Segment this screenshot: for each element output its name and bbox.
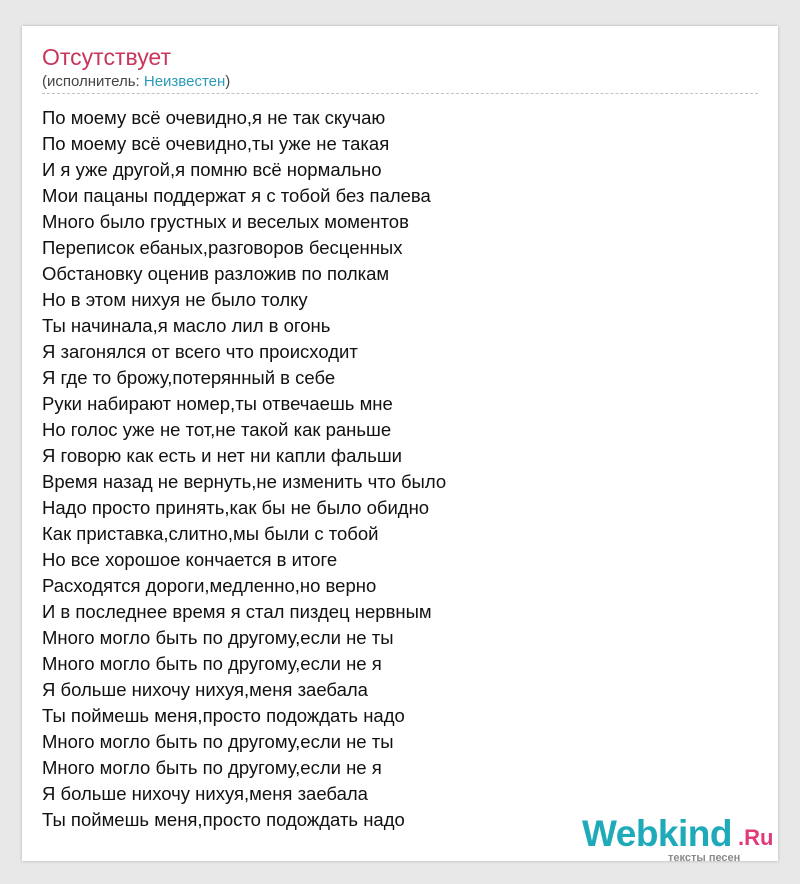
lyric-line: Но все хорошое кончается в итоге	[42, 549, 338, 570]
artist-suffix: )	[225, 73, 231, 90]
lyric-line: Много могло быть по другому,если не я	[42, 653, 382, 674]
lyric-line: Ты начинала,я масло лил в огонь	[42, 315, 331, 336]
lyrics-list	[42, 105, 446, 833]
lyric-line: Много могло быть по другому,если не ты	[42, 627, 394, 648]
lyrics-card	[22, 26, 778, 864]
song-title: Отсутствует	[42, 44, 171, 70]
lyric-line: Обстановку оценив разложив по полкам	[42, 263, 390, 284]
lyric-line: Много могло быть по другому,если не ты	[42, 731, 394, 752]
logo-main-text: Webkind	[582, 813, 732, 854]
lyric-line: Я говорю как есть и нет ни капли фальши	[42, 445, 403, 466]
lyric-line: По моему всё очевидно,я не так скучаю	[42, 107, 386, 128]
logo-tld-text: .Ru	[738, 825, 774, 850]
lyric-line: Руки набирают номер,ты отвечаешь мне	[42, 393, 393, 414]
dashed-divider	[42, 93, 758, 94]
lyric-line: По моему всё очевидно,ты уже не такая	[42, 133, 390, 154]
lyric-line: Я больше нихочу нихуя,меня заебала	[42, 679, 368, 700]
webkind-logo[interactable]	[582, 814, 782, 864]
lyric-line: Я больше нихочу нихуя,меня заебала	[42, 783, 368, 804]
lyric-line: Я где то брожу,потерянный в себе	[42, 367, 336, 388]
lyric-line: Надо просто принять,как бы не было обидно	[42, 497, 430, 518]
logo-tagline: тексты песен	[668, 852, 741, 864]
lyric-line: Я загонялся от всего что происходит	[42, 341, 358, 362]
artist-line	[42, 72, 230, 92]
lyric-line: Много могло быть по другому,если не я	[42, 757, 382, 778]
lyric-line: Ты поймешь меня,просто подождать надо	[42, 809, 405, 830]
artist-prefix: (исполнитель:	[42, 73, 144, 90]
lyric-line: Переписок ебаных,разговоров бесценных	[42, 237, 403, 258]
lyric-line: И я уже другой,я помню всё нормально	[42, 159, 382, 180]
lyric-line: Мои пацаны поддержат я с тобой без палева	[42, 185, 431, 206]
lyric-line: Но голос уже не тот,не такой как раньше	[42, 419, 392, 440]
lyric-line: Но в этом нихуя не было толку	[42, 289, 308, 310]
lyric-line: Расходятся дороги,медленно,но верно	[42, 575, 377, 596]
artist-link[interactable]: Неизвестен	[143, 73, 226, 90]
lyric-line: Как приставка,слитно,мы были с тобой	[42, 523, 379, 544]
lyric-line: Время назад не вернуть,не изменить что было	[42, 471, 447, 492]
lyric-line: Много было грустных и веселых моментов	[42, 211, 409, 232]
lyric-line: И в последнее время я стал пиздец нервным	[42, 601, 432, 622]
lyric-line: Ты поймешь меня,просто подождать надо	[42, 705, 405, 726]
